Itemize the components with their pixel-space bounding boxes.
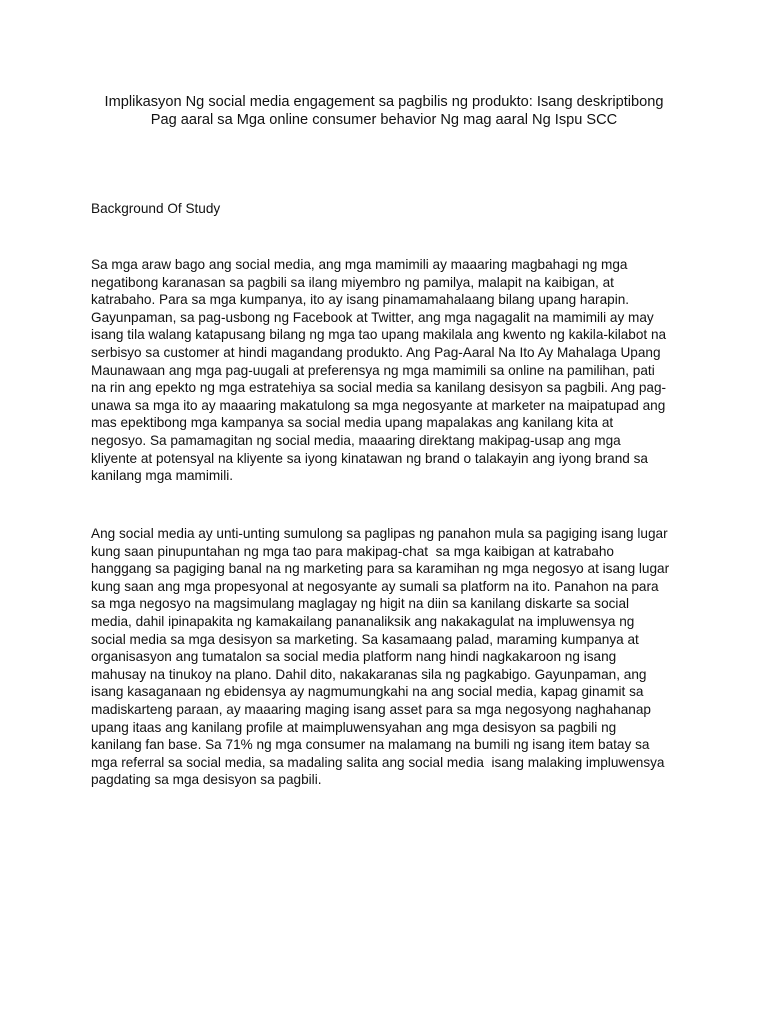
paragraph-2 [91, 525, 691, 789]
section-heading: Background Of Study [91, 201, 221, 216]
paragraph-line: madiskarteng paraan, ay maaaring maging isang asset para sa mga negosyong naghahanap [91, 701, 651, 717]
paragraph-line: kung saan pinupuntahan ng mga tao para makipag-chat sa mga kaibigan at katrabaho [91, 543, 614, 559]
paragraph-line: pagdating sa mga desisyon sa pagbili. [91, 772, 322, 788]
paragraph-line: mas epektibong mga kampanya sa social media upang mapalakas ang kanilang kita at [91, 415, 614, 431]
paragraph-line: social media sa mga desisyon sa marketing. Sa kasamaang palad, maraming kumpanya at [91, 631, 639, 647]
paragraph-line: kung saan ang mga propesyonal at negosyante ay sumali sa platform na ito. Panahon na para [91, 578, 659, 594]
paragraph-line: Maunawaan ang mga pag-uugali at preferensya ng mga mamimili sa online na pamilihan, pati [91, 362, 655, 378]
paragraph-line: na rin ang epekto ng mga estratehiya sa social media sa kanilang desisyon sa pagbili. Ang pag- [91, 380, 667, 396]
title-line-1: Implikasyon Ng social media engagement sa pagbilis ng produkto: Isang deskriptibong [104, 94, 664, 110]
title-line-2: Pag aaral sa Mga online consumer behavior Ng mag aaral Ng Ispu SCC [150, 112, 618, 128]
paragraph-line: negatibong karanasan sa pagbili sa ilang miyembro ng pamilya, malapit na kaibigan, at [91, 274, 614, 290]
paragraph-line: Gayunpaman, sa pag-usbong ng Facebook at Twitter, ang mga nagagalit na mamimili ay may [91, 309, 654, 325]
paragraph-line: unawa sa mga ito ay maaaring makatulong sa mga negosyante at marketer na maipatupad ang [91, 397, 666, 413]
paragraph-line: Sa mga araw bago ang social media, ang mga mamimili ay maaaring magbahagi ng mga [91, 257, 628, 272]
paragraph-line: media, dahil ipinapakita ng kamakailang pananaliksik ang nakakagulat na impluwensya ng [91, 613, 635, 629]
document-title [80, 93, 688, 129]
paragraph-line: hanggang sa pagiging banal na ng marketing para sa karamihan ng mga negosyo at isang lugar [91, 561, 670, 577]
paragraph-line: kanilang fan base. Sa 71% ng mga consumer na malamang na bumili ng isang item batay sa [91, 737, 650, 753]
paragraph-1 [91, 256, 691, 485]
paragraph-line: mga referral sa social media, sa madaling salita ang social media isang malaking impluwensya [91, 754, 665, 770]
paragraph-line: isang tila walang katapusang bilang ng mga tao upang makilala ang kwento ng kakila-kilabot na [91, 327, 667, 343]
paragraph-line: kliyente at potensyal na kliyente sa iyong kinatawan ng brand o talakayin ang iyong brand sa [91, 450, 648, 466]
paragraph-line: negosyo. Sa pamamagitan ng social media, maaaring direktang makipag-usap ang mga [91, 432, 621, 448]
paragraph-line: kanilang mga mamimili. [91, 468, 234, 484]
paragraph-line: organisasyon ang tumatalon sa social media platform nang hindi nagkakaroon ng isang [91, 649, 617, 665]
paragraph-line: Ang social media ay unti-unting sumulong sa paglipas ng panahon mula sa pagiging isang lugar [91, 526, 668, 541]
paragraph-line: katrabaho. Para sa mga kumpanya, ito ay isang pinamamahalaang bilang upang harapin. [91, 292, 630, 308]
paragraph-line: serbisyo sa customer at hindi magandang produkto. Ang Pag-Aaral Na Ito Ay Mahalaga Upang [91, 344, 661, 360]
paragraph-line: isang kasaganaan ng ebidensya ay nagmumungkahi na ang social media, kapag ginamit sa [91, 684, 644, 700]
paragraph-line: sa mga negosyo na magsimulang maglagay ng higit na diin sa kanilang diskarte sa social [91, 596, 630, 612]
paragraph-line: upang itaas ang kanilang profile at maimpluwensyahan ang mga desisyon sa pagbili ng [91, 719, 617, 735]
paragraph-line: mahusay na tinukoy na plano. Dahil dito, nakakaranas sila ng pagkabigo. Gayunpaman, ang [91, 666, 647, 682]
